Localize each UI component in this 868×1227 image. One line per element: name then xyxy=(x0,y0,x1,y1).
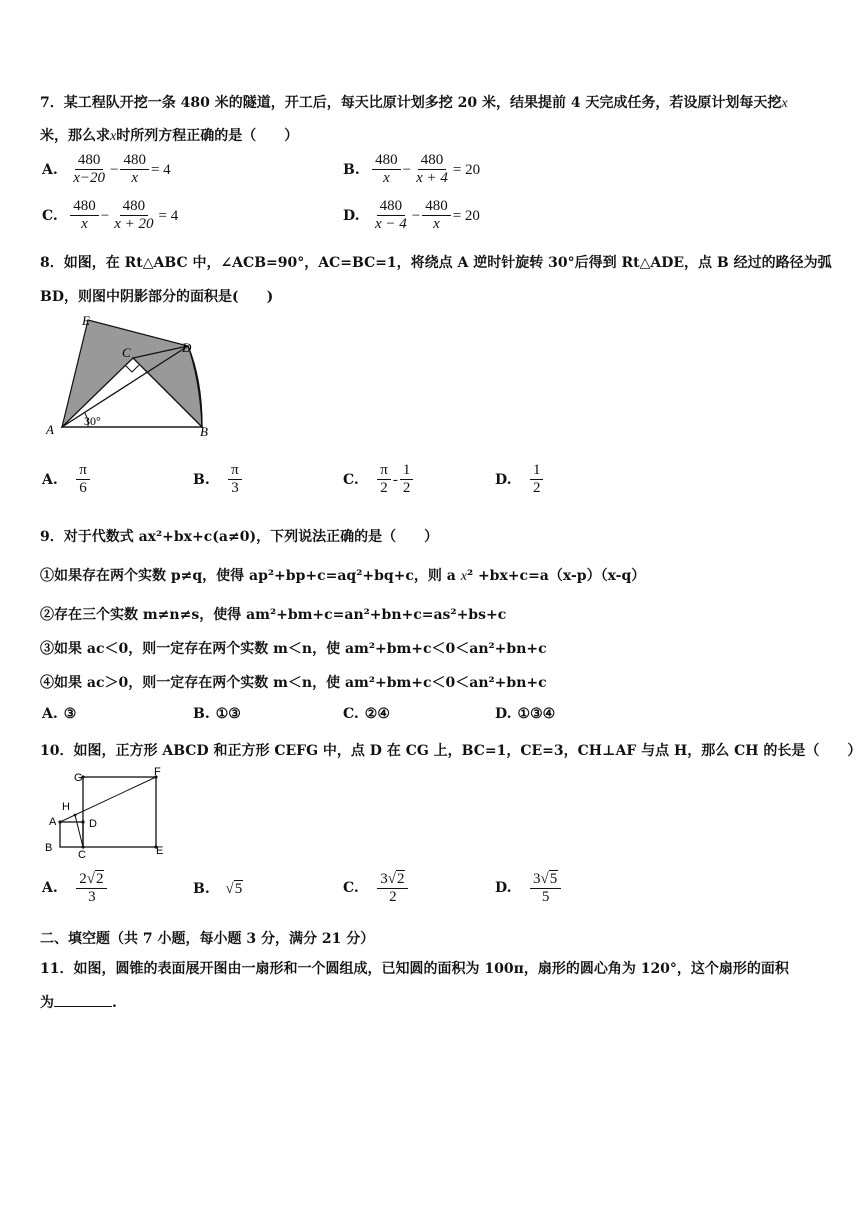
label-d: D xyxy=(89,818,97,830)
q11-line1: 11．如图，圆锥的表面展开图由一扇形和一个圆组成，已知圆的面积为 100π，扇形的圆心角为 120°，这个扇形的面积 xyxy=(40,961,789,977)
q10-option-d[interactable]: D. $\frac{3√5}{5}$ xyxy=(495,870,563,907)
label-f: F xyxy=(154,766,161,778)
q10-option-a[interactable]: A. $\frac{2√2}{3}$ xyxy=(42,870,109,907)
q9-option-c[interactable]: C. ②④ xyxy=(343,706,390,722)
var-x: x xyxy=(781,96,788,111)
q9-statement-3: ③如果 ac＜0，则一定存在两个实数 m＜n，使 am²+bm+c＜0＜an²+bn+c xyxy=(40,641,547,657)
label-g: G xyxy=(74,772,83,784)
q8-figure xyxy=(40,310,225,440)
q9-statement-1: ①如果存在两个实数 p≠q，使得 ap²+bp+c=aq²+bq+c，则 a x² +bx+c=a（x-p）（x-q） xyxy=(40,568,646,584)
label-a: A xyxy=(49,816,57,828)
q8-option-c[interactable]: C. $\frac{\pi}{2}$ - $\frac{1}{2}$ xyxy=(343,462,415,498)
q10-option-c[interactable]: C. $\frac{3√2}{2}$ xyxy=(343,870,410,907)
label-h: H xyxy=(62,801,70,813)
q10-option-b[interactable]: B. √5 xyxy=(193,881,243,897)
q7-option-b[interactable]: B. $\frac{480}{x}$ − $\frac{480}{x + 4}$ = 20 xyxy=(343,152,481,187)
q7-option-c[interactable]: C. $\frac{480}{x}$ − $\frac{480}{x + 20}$ = 4 xyxy=(42,198,179,233)
q7-stem-line1: 7．某工程队开挖一条 480 米的隧道，开工后，每天比原计划多挖 20 米，结果提前 4 天完成任务，若设原计划每天挖x xyxy=(40,95,788,111)
q10-stem: 10．如图，正方形 ABCD 和正方形 CEFG 中，点 D 在 CG 上，BC=1，CE=3，CH⊥AF 与点 H，那么 CH 的长是（ ） xyxy=(40,743,862,759)
q7-option-d[interactable]: D. $\frac{480}{x - 4}$ − $\frac{480}{x}$ = 20 xyxy=(343,198,480,233)
label-e: E xyxy=(156,845,164,857)
q8-stem-line1: 8．如图，在 Rt△ABC 中，∠ACB=90°，AC=BC=1，将绕点 A 逆时针旋转 30°后得到 Rt△ADE，点 B 经过的路径为弧 xyxy=(40,255,832,271)
label-angle: 30° xyxy=(84,414,101,428)
label-d: D xyxy=(182,340,192,355)
segment-ch xyxy=(75,815,83,847)
q10-figure xyxy=(40,764,170,860)
section-heading-fill-in: 二、填空题（共 7 小题，每小题 3 分，满分 21 分） xyxy=(40,931,375,947)
q8-stem-line2: BD，则图中阴影部分的面积是( ) xyxy=(40,289,274,305)
q9-statement-2: ②存在三个实数 m≠n≠s，使得 am²+bm+c=an²+bn+c=as²+bs+c xyxy=(40,607,507,623)
label-b: B xyxy=(45,842,53,854)
q8-option-b[interactable]: B. $\frac{\pi}{3}$ xyxy=(193,462,244,498)
label-b: B xyxy=(200,424,208,439)
q7-stem-line2: 米，那么求x时所列方程正确的是（ ） xyxy=(40,128,299,144)
q9-stem: 9．对于代数式 ax²+bx+c(a≠0)，下列说法正确的是（ ） xyxy=(40,529,439,545)
q11-line2: 为 . xyxy=(40,995,117,1011)
q9-option-a[interactable]: A. ③ xyxy=(42,706,77,722)
label-e: E xyxy=(82,313,90,328)
label-c: C xyxy=(78,849,86,860)
label-a: A xyxy=(46,422,54,437)
q7-option-a[interactable]: A. $\frac{480}{x-20}$ − $\frac{480}{x}$ = 4 xyxy=(42,152,171,187)
answer-blank[interactable] xyxy=(54,994,112,1007)
q8-option-a[interactable]: A. $\frac{\pi}{6}$ xyxy=(42,462,92,498)
square-cefg xyxy=(83,777,156,847)
label-c: C xyxy=(122,345,131,360)
q9-statement-4: ④如果 ac＞0，则一定存在两个实数 m＜n，使 am²+bm+c＜0＜an²+bn+c xyxy=(40,675,547,691)
q8-option-d[interactable]: D. $\frac{1}{2}$ xyxy=(495,462,545,498)
q9-option-d[interactable]: D. ①③④ xyxy=(495,706,556,722)
q9-option-b[interactable]: B. ①③ xyxy=(193,706,241,722)
